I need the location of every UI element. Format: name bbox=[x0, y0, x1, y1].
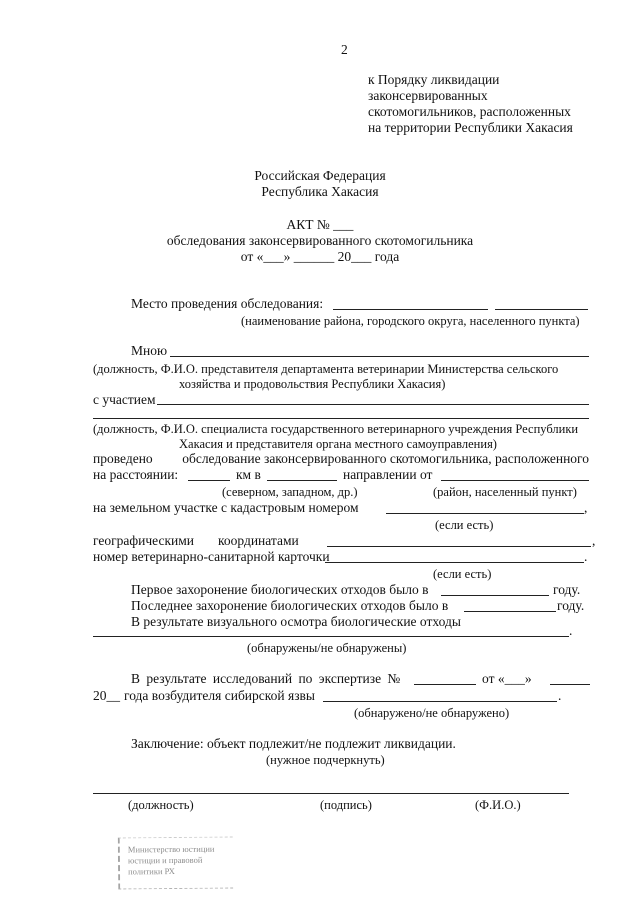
by-me-hint: (должность, Ф.И.О. представителя департамента ветеринарии Министерства сельского bbox=[93, 362, 559, 376]
district-hint: (район, населенный пункт) bbox=[433, 485, 577, 499]
participation-field[interactable] bbox=[157, 404, 589, 405]
expertise-month-field[interactable] bbox=[550, 684, 590, 685]
act-date: от «___» ______ 20___ года bbox=[240, 249, 400, 264]
appendix-line: к Порядку ликвидации bbox=[368, 72, 500, 87]
visual-label: В результате визуального осмотра биологические отходы bbox=[131, 614, 461, 629]
first-burial-end: году. bbox=[553, 582, 581, 597]
expertise-from: от «___» bbox=[482, 671, 532, 686]
district-field[interactable] bbox=[441, 480, 589, 481]
direction-field[interactable] bbox=[267, 480, 337, 481]
visual-end: . bbox=[569, 623, 573, 638]
place-field-2[interactable] bbox=[495, 309, 588, 310]
page-number: 2 bbox=[341, 42, 348, 57]
participation-hint: (должность, Ф.И.О. специалиста государственного ветеринарного учреждения Республики bbox=[93, 422, 579, 436]
anthrax-label: года возбудителя сибирской язвы bbox=[124, 688, 315, 703]
if-any-hint: (если есть) bbox=[433, 567, 492, 581]
act-title: АКТ № ___ bbox=[286, 217, 354, 232]
last-burial-end: году. bbox=[557, 598, 585, 613]
by-me-label: Мною bbox=[131, 343, 168, 358]
participation-hint: Хакасия и представителя органа местного самоуправления) bbox=[179, 437, 497, 451]
cadastral-label: на земельном участке с кадастровым номером bbox=[93, 500, 359, 515]
survey-word: обследование законсервированного скотомогильника, расположенного bbox=[182, 451, 589, 466]
expertise-number-field[interactable] bbox=[414, 684, 476, 685]
participation-label: с участием bbox=[93, 392, 156, 407]
stamp-line: политики РХ bbox=[128, 866, 175, 877]
place-hint: (наименование района, городского округа, населенного пункта) bbox=[241, 314, 580, 328]
last-burial-label: Последнее захоронение биологических отходов было в bbox=[131, 598, 449, 613]
direction-hint: (северном, западном, др.) bbox=[222, 485, 358, 499]
geo-word: координатами bbox=[218, 533, 299, 548]
act-subtitle: обследования законсервированного скотомогильника bbox=[166, 233, 474, 248]
direction-label: направлении от bbox=[343, 467, 433, 482]
appendix-line: скотомогильников, расположенных bbox=[368, 104, 571, 119]
participation-field-2[interactable] bbox=[93, 418, 589, 419]
distance-field[interactable] bbox=[188, 480, 230, 481]
place-field[interactable] bbox=[333, 309, 488, 310]
stamp-line: юстиции и правовой bbox=[127, 854, 203, 866]
signature-sign: (подпись) bbox=[320, 798, 372, 812]
signature-line[interactable] bbox=[93, 793, 569, 794]
first-burial-label: Первое захоронение биологических отходов было в bbox=[131, 582, 429, 597]
expertise-label: В результате исследований по экспертизе № bbox=[131, 671, 401, 686]
if-any-hint: (если есть) bbox=[435, 518, 494, 532]
conclusion-hint: (нужное подчеркнуть) bbox=[266, 753, 385, 767]
geo-end: , bbox=[592, 533, 596, 548]
distance-label: на расстоянии: bbox=[93, 467, 179, 482]
card-field[interactable] bbox=[325, 562, 584, 563]
anthrax-end: . bbox=[558, 688, 562, 703]
signature-position: (должность) bbox=[128, 798, 194, 812]
cadastral-field[interactable] bbox=[386, 513, 584, 514]
survey-word: проведено bbox=[93, 451, 153, 466]
appendix-line: законсервированных bbox=[368, 88, 488, 103]
appendix-line: на территории Республики Хакасия bbox=[368, 120, 573, 135]
first-burial-field[interactable] bbox=[441, 595, 549, 596]
cadastral-end: , bbox=[584, 500, 588, 515]
expertise-year: 20__ bbox=[93, 688, 120, 703]
km-label: км в bbox=[236, 467, 261, 482]
detected-hint: (обнаружены/не обнаружены) bbox=[247, 641, 407, 655]
anthrax-hint: (обнаружено/не обнаружено) bbox=[354, 706, 510, 720]
card-end: . bbox=[584, 549, 588, 564]
anthrax-field[interactable] bbox=[323, 701, 557, 702]
header-country: Российская Федерация bbox=[254, 168, 386, 183]
place-label: Место проведения обследования: bbox=[131, 296, 324, 311]
visual-field[interactable] bbox=[93, 636, 569, 637]
by-me-hint: хозяйства и продовольствия Республики Хакасия) bbox=[179, 377, 446, 391]
by-me-field[interactable] bbox=[170, 356, 589, 357]
geo-word: географическими bbox=[93, 533, 195, 548]
stamp-line: Министерство юстиции bbox=[127, 843, 215, 855]
header-republic: Республика Хакасия bbox=[261, 184, 379, 199]
signature-name: (Ф.И.О.) bbox=[475, 798, 521, 812]
registration-stamp bbox=[118, 836, 233, 889]
last-burial-field[interactable] bbox=[464, 611, 556, 612]
survey-line bbox=[93, 451, 589, 467]
conclusion-text: Заключение: объект подлежит/не подлежит ликвидации. bbox=[131, 736, 456, 751]
card-label: номер ветеринарно-санитарной карточки bbox=[93, 549, 330, 564]
geo-field[interactable] bbox=[327, 546, 591, 547]
